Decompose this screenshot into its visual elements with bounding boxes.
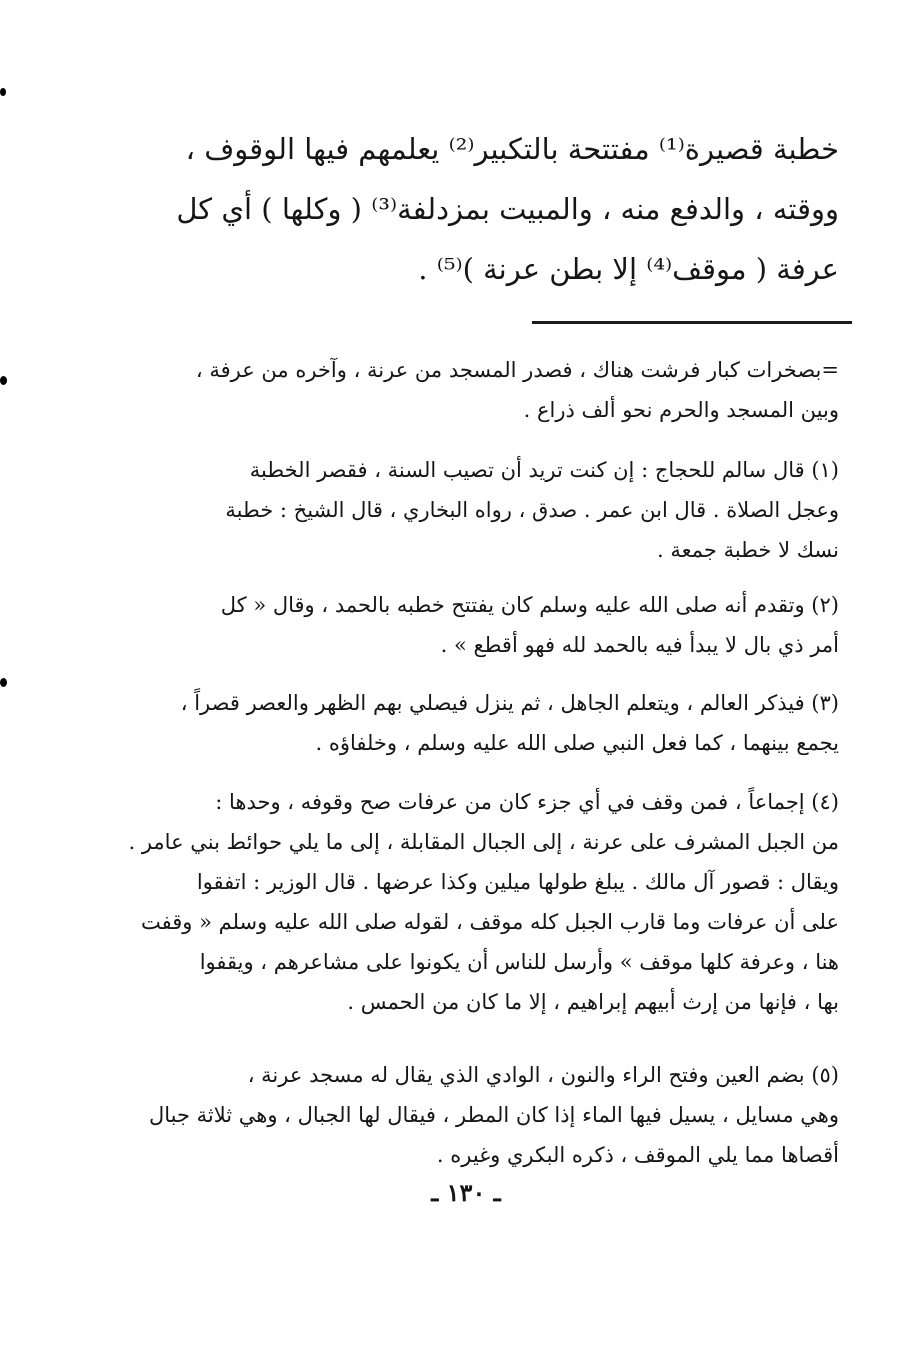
scan-speck bbox=[0, 678, 7, 687]
footnote-line: وبين المسجد والحرم نحو ألف ذراع . bbox=[523, 398, 839, 422]
footnote-line: (٥) بضم العين وفتح الراء والنون ، الوادي الذي يقال له مسجد عرنة ، bbox=[247, 1063, 839, 1087]
scan-speck bbox=[0, 88, 6, 96]
footnote-line: أمر ذي بال لا يبدأ فيه بالحمد لله فهو أقطع » . bbox=[440, 633, 839, 657]
page-number: ـ ١٣٠ ـ bbox=[431, 1178, 501, 1207]
footnote-line: بها ، فإنها من إرث أبيهم إبراهيم ، إلا ما كان من الحمس . bbox=[347, 990, 839, 1014]
footnote-continued bbox=[117, 350, 839, 430]
footnote-4 bbox=[117, 782, 839, 1022]
footnote-separator bbox=[532, 321, 852, 324]
footnote-line: وهي مسايل ، يسيل فيها الماء إذا كان المطر ، فيقال لها الجبال ، وهي ثلاثة جبال bbox=[148, 1103, 839, 1127]
footnote-line: نسك لا خطبة جمعة . bbox=[657, 538, 839, 562]
footnote-1 bbox=[117, 450, 839, 570]
main-line: عرفة ( موقف⁽⁴⁾ إلا بطن عرنة )⁽⁵⁾ . bbox=[418, 252, 839, 286]
footnote-line: ويقال : قصور آل مالك . يبلغ طولها ميلين وكذا عرضها . قال الوزير : اتفقوا bbox=[196, 870, 839, 894]
footnote-line: يجمع بينهما ، كما فعل النبي صلى الله عليه وسلم ، وخلفاؤه . bbox=[315, 731, 839, 755]
footnote-line: =بصخرات كبار فرشت هناك ، فصدر المسجد من عرنة ، وآخره من عرفة ، bbox=[195, 358, 839, 382]
footnote-5 bbox=[117, 1055, 839, 1175]
footnote-line: على أن عرفات وما قارب الجبل كله موقف ، لقوله صلى الله عليه وسلم « وقفت bbox=[141, 910, 839, 934]
footnote-line: (٣) فيذكر العالم ، ويتعلم الجاهل ، ثم ينزل فيصلي بهم الظهر والعصر قصراً ، bbox=[180, 691, 839, 715]
footnote-line: (٢) وتقدم أنه صلى الله عليه وسلم كان يفتتح خطبه بالحمد ، وقال « كل bbox=[220, 593, 839, 617]
footnote-line: (١) قال سالم للحجاج : إن كنت تريد أن تصيب السنة ، فقصر الخطبة bbox=[249, 458, 839, 482]
footnote-line: أقصاها مما يلي الموقف ، ذكره البكري وغيره . bbox=[436, 1143, 839, 1167]
main-line: خطبة قصيرة⁽¹⁾ مفتتحة بالتكبير⁽²⁾ يعلمهم فيها الوقوف ، bbox=[185, 132, 839, 166]
footnote-line: هنا ، وعرفة كلها موقف » وأرسل للناس أن يكونوا على مشاعرهم ، ويقفوا bbox=[199, 950, 839, 974]
footnote-3 bbox=[117, 683, 839, 763]
footnote-line: (٤) إجماعاً ، فمن وقف في أي جزء كان من عرفات صح وقوفه ، وحدها : bbox=[215, 790, 839, 814]
footnote-line: من الجبل المشرف على عرنة ، إلى الجبال المقابلة ، إلى ما يلي حوائط بني عامر . bbox=[128, 830, 839, 854]
scan-speck bbox=[0, 376, 7, 385]
footnote-line: وعجل الصلاة . قال ابن عمر . صدق ، رواه البخاري ، قال الشيخ : خطبة bbox=[225, 498, 839, 522]
footnote-2 bbox=[117, 585, 839, 665]
main-line: ووقته ، والدفع منه ، والمبيت بمزدلفة⁽³⁾ ( وكلها ) أي كل bbox=[176, 192, 839, 226]
